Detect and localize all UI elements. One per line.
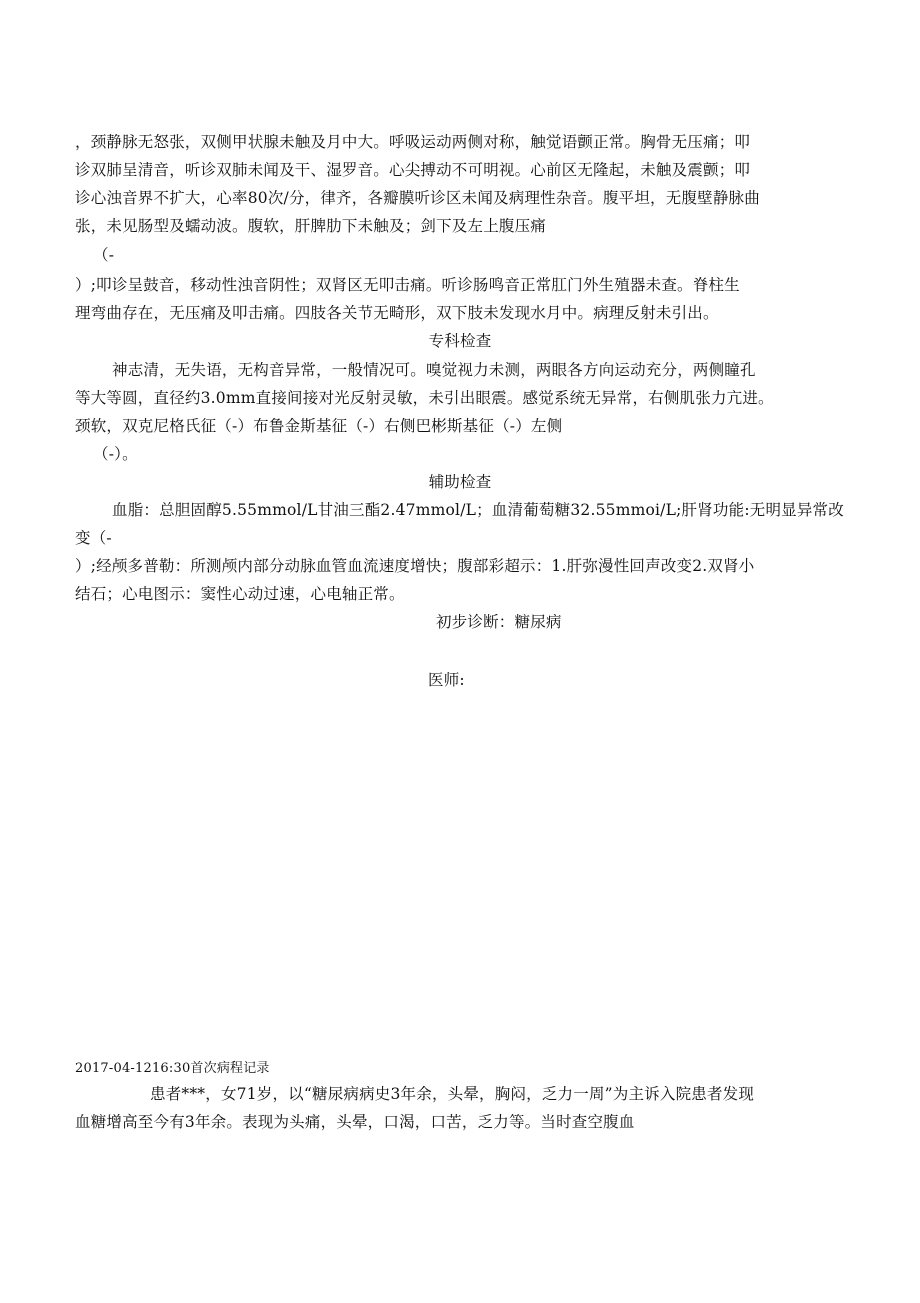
specialty-line-3: 颈软，双克尼格氏征（-）布鲁金斯基征（-）右侧巴彬斯基征（-）左侧 (75, 417, 563, 435)
preliminary-diagnosis: 初步诊断：糖尿病 (436, 613, 562, 631)
exam-line-4: 张，未见肠型及蠕动波。腹软，肝脾肋下未触及；剑下及左上腹压痛 (75, 217, 547, 235)
physician-signature-label: 医师: (428, 671, 465, 689)
exam-line-5: （- (93, 246, 115, 264)
specialty-exam-heading: 专科检查 (428, 332, 492, 350)
exam-line-1: ，颈静脉无怒张，双侧甲状腺未触及月中大。呼吸运动两侧对称，触觉语颤正常。胸骨无压痛；叩 (75, 133, 751, 151)
auxiliary-line-4: 结石；心电图示：窦性心动过速，心电轴正常。 (75, 585, 405, 603)
specialty-line-4: （-）。 (93, 445, 138, 463)
auxiliary-exam-heading: 辅助检查 (428, 473, 492, 491)
specialty-line-1: 神志清，无失语，无构音异常，一般情况可。嗅觉视力未测，两眼各方向运动充分，两侧瞳孔 (112, 361, 756, 379)
progress-note-line-2: 血糖增高至今有3年余。表现为头痛，头晕，口渴，口苦，乏力等。当时查空腹血 (75, 1113, 635, 1131)
auxiliary-line-1: 血脂：总胆固醇5.55mmol/L甘油三酯2.47mmol/L；血清葡萄糖32.55mmoi/L;肝肾功能:无明显异常改 (112, 501, 844, 519)
auxiliary-line-2: 变（- (75, 529, 112, 547)
specialty-line-2: 等大等圆，直径约3.0mm直接间接对光反射灵敏，未引出眼震。感觉系统无异常，右侧肌张力亢进。 (75, 389, 774, 407)
exam-line-6: ）;叩诊呈鼓音，移动性浊音阴性；双肾区无叩击痛。听诊肠鸣音正常肛门外生殖器未查。脊柱生 (75, 276, 740, 294)
exam-line-7: 理弯曲存在，无压痛及叩击痛。四肢各关节无畸形，双下肢未发现水月中。病理反射未引出。 (75, 304, 719, 322)
exam-line-3: 诊心浊音界不扩大，心率80次/分，律齐，各瓣膜听诊区未闻及病理性杂音。腹平坦，无腹壁静脉曲 (75, 189, 760, 207)
auxiliary-line-3: ）;经颅多普勒：所测颅内部分动脉血管血流速度增快；腹部彩超示：1.肝弥漫性回声改变2.双肾小 (75, 557, 755, 575)
progress-note-timestamp: 2017-04-1216:30首次病程记录 (75, 1061, 270, 1076)
progress-note-line-1: 患者***，女71岁，以“糖尿病病史3年余，头晕，胸闷，乏力一周”为主诉入院患者发现 (150, 1085, 755, 1103)
exam-line-2: 诊双肺呈清音，听诊双肺未闻及干、湿罗音。心尖搏动不可明视。心前区无隆起，未触及震颤；叩 (75, 161, 751, 179)
